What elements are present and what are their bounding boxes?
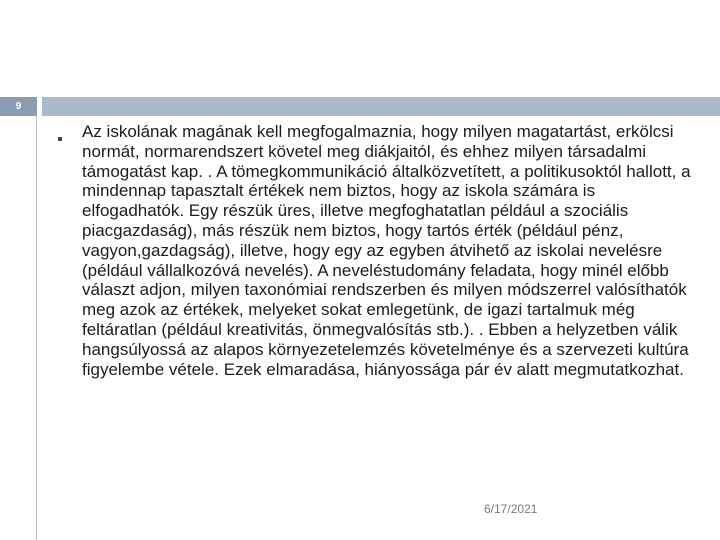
slide-number: 9 [0,97,37,116]
list-item [56,122,696,379]
footer-date: 6/17/2021 [484,502,538,516]
header-bar [42,97,720,116]
left-divider-line [36,116,37,540]
body-paragraph: Az iskolának magának kell megfogalmaznia, hogy milyen magatartást, erkölcsi normát, normarendszert követel meg diákjaitól, és ehhez milyen társadalmi támogatást kap. . A tömegkommunikáció általközvetített, a politikusoktól hallott, a mindennap tapasztalt értékek nem biztos, hogy az iskola számára is elfogadhatók. Egy részük üres, illetve megfoghatatlan például a szociális piacgazdaság), más részük nem biztos, hogy tartós érték (például pénz, vagyon,gazdagság), illetve, hogy egy az egyben átvihető az iskolai nevelésre (például vállalkozóvá nevelés). A neveléstudomány feladata, hogy minél előbb választ adjon, milyen taxonómiai rendszerben és milyen módszerrel valósíthatók meg azok az értékek, melyeket sokat emlegetünk, de igazi tartalmuk még feltáratlan (például kreativitás, önmegvalósítás stb.). . Ebben a helyzetben válik hangsúlyossá az alapos környezetelemzés követelménye és a szervezeti kultúra figyelembe vétele. Ezek elmaradása, hiányossága pár év alatt megmutatkozhat. [82,122,691,379]
content-bullet-list [56,122,696,379]
square-bullet-icon [58,137,62,141]
